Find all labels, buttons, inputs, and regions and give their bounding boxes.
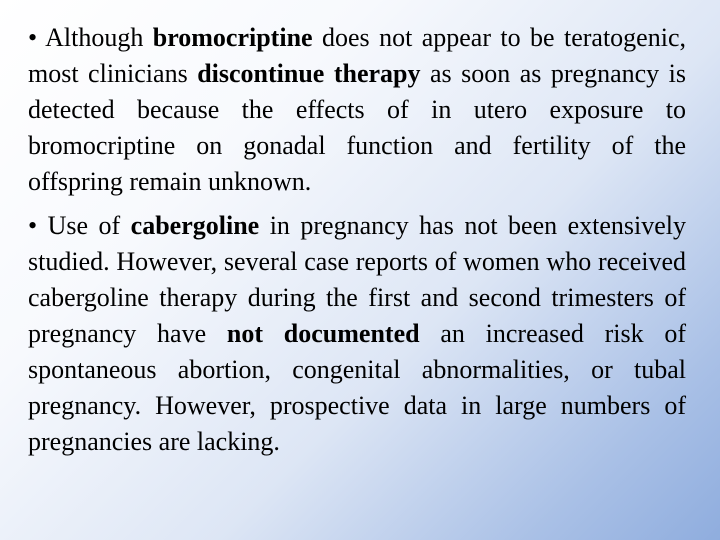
text-segment: Although <box>37 23 153 52</box>
text-segment: an increased risk of spontaneous abortion, congenital abnormalities, or tubal pregnancy. However, prospective data in large numbers of pregnancies are lacking. <box>28 319 687 456</box>
bullet-paragraph-cabergoline <box>28 208 686 460</box>
text-segment: as soon as pregnancy is detected because the effects of in utero exposure to bromocriptine on gonadal function and fertility of the offspring remain unknown. <box>28 59 686 196</box>
slide-body <box>28 20 686 460</box>
bold-phrase-discontinue-therapy: discontinue therapy <box>197 59 421 88</box>
bold-phrase-not-documented: not documented <box>226 319 420 348</box>
bullet-paragraph-bromocriptine <box>28 20 686 200</box>
bullet-marker: • <box>28 211 38 240</box>
bold-term-cabergoline: cabergoline <box>130 211 260 240</box>
text-segment: does not appear to be teratogenic, most clinicians <box>28 23 686 88</box>
text-segment: in pregnancy has not been extensively studied. However, several case reports of women who received cabergoline therapy during the first and second trimesters of pregnancy have <box>28 211 687 348</box>
bullet-marker: • <box>28 23 38 52</box>
bold-term-bromocriptine: bromocriptine <box>152 23 313 52</box>
text-segment: Use of <box>37 211 131 240</box>
